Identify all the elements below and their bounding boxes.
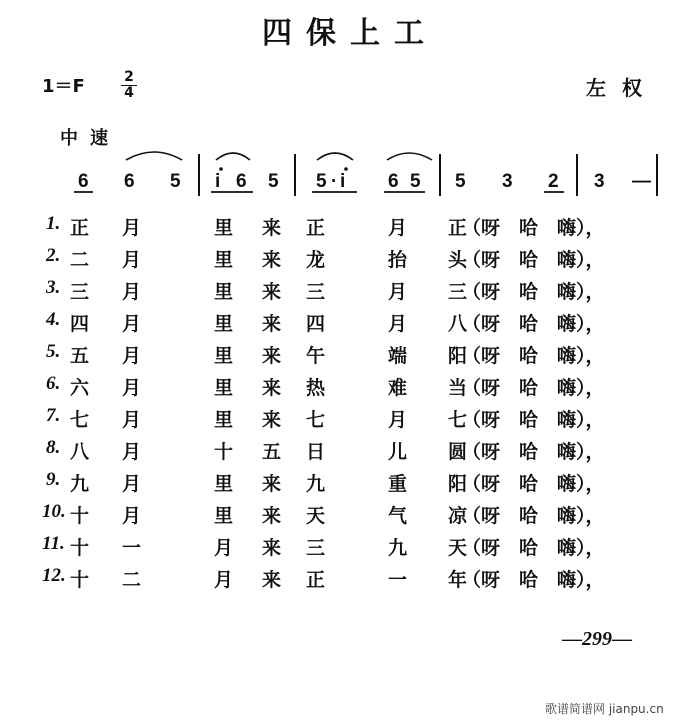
verse-number: 6. bbox=[46, 373, 61, 394]
lyric-char: 四 bbox=[306, 313, 326, 335]
lyric-char: 月 bbox=[388, 217, 408, 239]
lyric-char: 八 bbox=[70, 441, 90, 463]
lyric-char: 来 bbox=[262, 377, 282, 399]
lyric-char: 天 bbox=[448, 537, 468, 559]
verse-row bbox=[0, 501, 700, 535]
lyric-char: 来 bbox=[262, 505, 282, 527]
octave-dot bbox=[344, 167, 348, 171]
lyric-char: 里 bbox=[214, 473, 234, 495]
lyric-char: 七 bbox=[306, 409, 326, 431]
note: 2 bbox=[548, 171, 559, 192]
note: 3 bbox=[594, 171, 605, 192]
lyric-char: 年 bbox=[448, 569, 468, 591]
lyric-char: 月 bbox=[388, 313, 408, 335]
lyric-char: 正 bbox=[70, 217, 90, 239]
lyric-char: 当 bbox=[448, 377, 468, 399]
verse-number: 8. bbox=[46, 437, 61, 458]
verse-row bbox=[0, 405, 700, 439]
tempo-marking: 中速 bbox=[60, 128, 120, 149]
verse-row bbox=[0, 213, 700, 247]
lyric-char: 月 bbox=[122, 217, 142, 239]
lyric-char: 十 bbox=[214, 441, 234, 463]
verse-refrain: （呀 哈 嗨）， bbox=[462, 313, 605, 335]
lyric-char: 里 bbox=[214, 409, 234, 431]
lyric-char: 抬 bbox=[388, 249, 408, 271]
lyric-char: 月 bbox=[122, 281, 142, 303]
lyric-char: 五 bbox=[262, 441, 282, 463]
lyric-char: 二 bbox=[70, 249, 90, 271]
lyric-char: 来 bbox=[262, 537, 282, 559]
lyric-char: 三 bbox=[306, 537, 326, 559]
lyric-char: 月 bbox=[122, 249, 142, 271]
lyric-char: 八 bbox=[448, 313, 468, 335]
key-signature: 1＝F bbox=[42, 76, 85, 97]
verse-number: 1. bbox=[46, 213, 61, 234]
verse-refrain: （呀 哈 嗨）， bbox=[462, 569, 605, 591]
verse-refrain: （呀 哈 嗨）， bbox=[462, 249, 605, 271]
note: 6 bbox=[388, 171, 399, 192]
verse-refrain: （呀 哈 嗨）， bbox=[462, 217, 605, 239]
lyric-char: 头 bbox=[448, 249, 468, 271]
verse-row bbox=[0, 245, 700, 279]
lyric-char: 阳 bbox=[448, 345, 468, 367]
lyric-char: 十 bbox=[70, 537, 90, 559]
lyric-char: 里 bbox=[214, 313, 234, 335]
lyric-char: 来 bbox=[262, 569, 282, 591]
lyric-char: 热 bbox=[306, 377, 326, 399]
lyric-char: 正 bbox=[448, 217, 468, 239]
verse-refrain: （呀 哈 嗨）， bbox=[462, 473, 605, 495]
lyric-char: 来 bbox=[262, 249, 282, 271]
lyric-char: 来 bbox=[262, 409, 282, 431]
verse-number: 11. bbox=[42, 533, 65, 554]
lyric-char: 凉 bbox=[448, 505, 468, 527]
lyric-char: 里 bbox=[214, 345, 234, 367]
lyric-char: 七 bbox=[448, 409, 468, 431]
verse-number: 4. bbox=[46, 309, 61, 330]
lyric-char: 一 bbox=[388, 569, 408, 591]
song-title: 四保上工 bbox=[262, 16, 438, 51]
note: 5 bbox=[170, 171, 181, 192]
lyric-char: 九 bbox=[306, 473, 326, 495]
lyric-char: 月 bbox=[122, 377, 142, 399]
lyric-char: 月 bbox=[122, 313, 142, 335]
verse-row bbox=[0, 565, 700, 599]
lyric-char: 九 bbox=[70, 473, 90, 495]
slur bbox=[126, 152, 182, 160]
lyric-char: 月 bbox=[388, 409, 408, 431]
slur bbox=[317, 153, 353, 160]
meter-bottom: 4 bbox=[124, 85, 134, 101]
lyric-char: 正 bbox=[306, 217, 326, 239]
lyric-char: 里 bbox=[214, 217, 234, 239]
lyric-char: 端 bbox=[388, 345, 408, 367]
note: 6 bbox=[236, 171, 247, 192]
lyric-char: 七 bbox=[70, 409, 90, 431]
octave-dot bbox=[219, 167, 223, 171]
lyric-char: 来 bbox=[262, 313, 282, 335]
verse-refrain: （呀 哈 嗨）， bbox=[462, 345, 605, 367]
lyric-char: 阳 bbox=[448, 473, 468, 495]
lyric-char: 来 bbox=[262, 473, 282, 495]
lyric-char: 里 bbox=[214, 249, 234, 271]
meter-top: 2 bbox=[124, 69, 134, 85]
note: · bbox=[331, 171, 338, 192]
slur bbox=[216, 153, 250, 160]
lyric-char: 龙 bbox=[306, 249, 326, 271]
note: — bbox=[632, 171, 651, 192]
lyric-char: 十 bbox=[70, 569, 90, 591]
note: 5 bbox=[455, 171, 466, 192]
lyric-char: 二 bbox=[122, 569, 142, 591]
lyric-char: 里 bbox=[214, 505, 234, 527]
verse-number: 10. bbox=[42, 501, 66, 522]
watermark: 歌谱简谱网 jianpu.cn bbox=[545, 702, 664, 716]
note: 3 bbox=[502, 171, 513, 192]
lyric-char: 里 bbox=[214, 377, 234, 399]
lyric-char: 一 bbox=[122, 537, 142, 559]
lyric-char: 天 bbox=[306, 505, 326, 527]
verse-refrain: （呀 哈 嗨）， bbox=[462, 409, 605, 431]
verse-number: 12. bbox=[42, 565, 66, 586]
lyric-char: 月 bbox=[388, 281, 408, 303]
lyric-char: 三 bbox=[306, 281, 326, 303]
notation-line bbox=[0, 140, 700, 210]
verse-number: 2. bbox=[46, 245, 61, 266]
lyric-char: 重 bbox=[388, 473, 408, 495]
lyric-char: 里 bbox=[214, 281, 234, 303]
lyric-char: 月 bbox=[122, 441, 142, 463]
lyric-char: 九 bbox=[388, 537, 408, 559]
lyric-char: 来 bbox=[262, 345, 282, 367]
lyric-char: 气 bbox=[388, 505, 408, 527]
verse-refrain: （呀 哈 嗨）， bbox=[462, 441, 605, 463]
lyric-char: 儿 bbox=[388, 441, 408, 463]
note: 5 bbox=[316, 171, 327, 192]
page-number bbox=[562, 628, 632, 651]
note: 6 bbox=[78, 171, 89, 192]
verse-row bbox=[0, 341, 700, 375]
notation-svg bbox=[0, 140, 700, 210]
page-number-value: 299 bbox=[582, 628, 612, 650]
lyric-char: 正 bbox=[306, 569, 326, 591]
lyric-char: 月 bbox=[214, 537, 234, 559]
verse-row bbox=[0, 437, 700, 471]
time-signature bbox=[120, 70, 138, 101]
composer: 左权 bbox=[586, 76, 658, 100]
page-dash-left: — bbox=[562, 628, 582, 650]
lyric-char: 十 bbox=[70, 505, 90, 527]
lyric-char: 四 bbox=[70, 313, 90, 335]
slur bbox=[387, 153, 432, 160]
lyric-char: 月 bbox=[122, 473, 142, 495]
verse-refrain: （呀 哈 嗨）， bbox=[462, 281, 605, 303]
lyric-char: 五 bbox=[70, 345, 90, 367]
note: i bbox=[215, 171, 221, 192]
lyric-char: 月 bbox=[214, 569, 234, 591]
verse-row bbox=[0, 533, 700, 567]
verse-number: 5. bbox=[46, 341, 61, 362]
lyric-char: 三 bbox=[448, 281, 468, 303]
verse-refrain: （呀 哈 嗨）， bbox=[462, 505, 605, 527]
note: 6 bbox=[124, 171, 135, 192]
lyric-char: 月 bbox=[122, 345, 142, 367]
page-dash-right: — bbox=[612, 628, 632, 650]
verse-number: 9. bbox=[46, 469, 61, 490]
note: 5 bbox=[410, 171, 421, 192]
verse-row bbox=[0, 277, 700, 311]
verse-row bbox=[0, 373, 700, 407]
lyric-char: 六 bbox=[70, 377, 90, 399]
lyric-char: 午 bbox=[306, 345, 326, 367]
lyric-char: 来 bbox=[262, 281, 282, 303]
verse-row bbox=[0, 469, 700, 503]
lyric-char: 月 bbox=[122, 505, 142, 527]
verse-refrain: （呀 哈 嗨）， bbox=[462, 377, 605, 399]
note: i bbox=[340, 171, 346, 192]
lyric-char: 月 bbox=[122, 409, 142, 431]
lyric-char: 难 bbox=[388, 377, 408, 399]
lyric-char: 圆 bbox=[448, 441, 468, 463]
verse-number: 7. bbox=[46, 405, 61, 426]
lyric-char: 三 bbox=[70, 281, 90, 303]
verse-refrain: （呀 哈 嗨）， bbox=[462, 537, 605, 559]
lyric-char: 来 bbox=[262, 217, 282, 239]
note: 5 bbox=[268, 171, 279, 192]
lyric-char: 日 bbox=[306, 441, 326, 463]
verse-number: 3. bbox=[46, 277, 61, 298]
verse-row bbox=[0, 309, 700, 343]
